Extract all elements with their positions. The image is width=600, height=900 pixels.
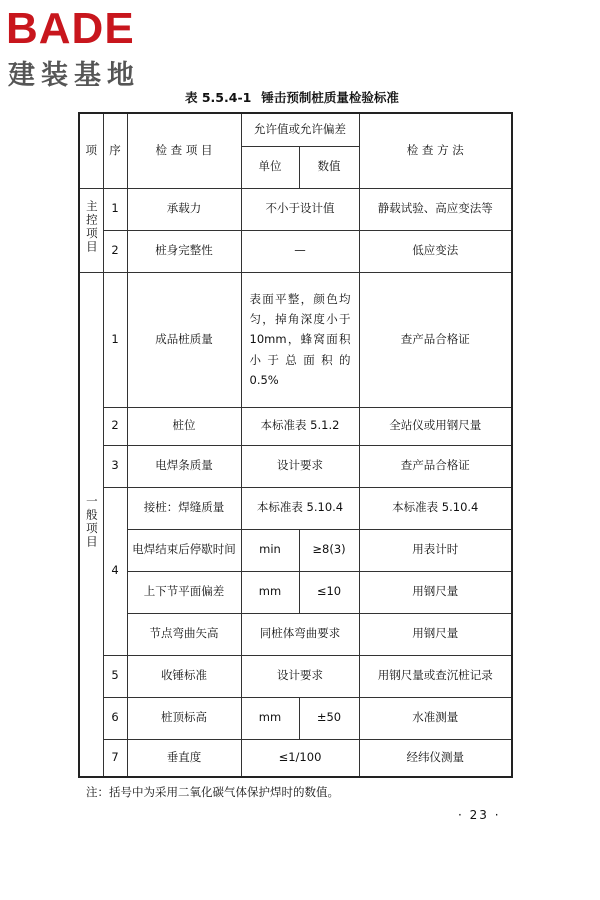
table-row — [79, 188, 512, 230]
group-main-label: 主控项目 — [84, 200, 99, 255]
logo-wordmark: BADE — [6, 4, 135, 53]
row-seq: 3 — [103, 445, 127, 487]
row-method: 查产品合格证 — [359, 445, 512, 487]
row-method: 全站仪或用钢尺量 — [359, 407, 512, 445]
row-allowed: 本标准表 5.1.2 — [241, 407, 359, 445]
header-allowed: 允许值或允许偏差 — [241, 113, 359, 146]
row-item: 收锤标准 — [127, 655, 241, 697]
group-general — [79, 272, 103, 777]
row-method: 用钢尺量 — [359, 571, 512, 613]
row-item: 承载力 — [127, 188, 241, 230]
row-unit: mm — [241, 697, 299, 739]
row-seq: 2 — [103, 407, 127, 445]
table-row — [79, 739, 512, 777]
row-seq: 1 — [103, 188, 127, 230]
row-value: ≤10 — [299, 571, 359, 613]
row-seq: 7 — [103, 739, 127, 777]
row-method: 用钢尺量或查沉桩记录 — [359, 655, 512, 697]
page-number: · 23 · — [458, 808, 501, 822]
row-seq: 5 — [103, 655, 127, 697]
table-row — [79, 613, 512, 655]
row-item: 桩顶标高 — [127, 697, 241, 739]
quality-inspection-table — [78, 112, 513, 778]
row-allowed: 设计要求 — [241, 655, 359, 697]
group-general-label: 一般项目 — [84, 494, 99, 549]
header-row — [79, 113, 512, 146]
row-seq: 1 — [103, 272, 127, 407]
table-row — [79, 272, 512, 407]
group-main — [79, 188, 103, 272]
row-seq: 6 — [103, 697, 127, 739]
row-item: 电焊条质量 — [127, 445, 241, 487]
table-row — [79, 445, 512, 487]
row-method: 用表计时 — [359, 529, 512, 571]
header-item: 项 — [79, 113, 103, 188]
row-allowed: 同桩体弯曲要求 — [241, 613, 359, 655]
table-row — [79, 230, 512, 272]
row-unit: min — [241, 529, 299, 571]
row-method: 水准测量 — [359, 697, 512, 739]
logo-subtitle: 建装基地 — [8, 60, 140, 91]
row-allowed: 本标准表 5.10.4 — [241, 487, 359, 529]
row-allowed: 设计要求 — [241, 445, 359, 487]
header-seq: 序 — [103, 113, 127, 188]
header-unit: 单位 — [241, 146, 299, 188]
table-row — [79, 407, 512, 445]
row-value: ±50 — [299, 697, 359, 739]
row-method: 查产品合格证 — [359, 272, 512, 407]
header-method: 检 查 方 法 — [359, 113, 512, 188]
table-row — [79, 655, 512, 697]
row-unit: mm — [241, 571, 299, 613]
row-allowed: — — [241, 230, 359, 272]
row-allowed: 不小于设计值 — [241, 188, 359, 230]
row-item: 电焊结束后停歇时间 — [127, 529, 241, 571]
row-seq: 2 — [103, 230, 127, 272]
row-item: 上下节平面偏差 — [127, 571, 241, 613]
table-title: 锤击预制桩质量检验标准 — [261, 90, 399, 105]
row-method: 经纬仪测量 — [359, 739, 512, 777]
header-check-item: 检 查 项 目 — [127, 113, 241, 188]
row-allowed: ≤1/100 — [241, 739, 359, 777]
row-value: ≥8(3) — [299, 529, 359, 571]
header-value: 数值 — [299, 146, 359, 188]
row-item: 节点弯曲矢高 — [127, 613, 241, 655]
row-method: 用钢尺量 — [359, 613, 512, 655]
row-item: 垂直度 — [127, 739, 241, 777]
row-item: 桩位 — [127, 407, 241, 445]
row-method: 本标准表 5.10.4 — [359, 487, 512, 529]
row-method: 低应变法 — [359, 230, 512, 272]
row-allowed: 表面平整，颜色均匀，掉角深度小于10mm，蜂窝面积小于总面积的 0.5% — [241, 272, 359, 407]
row-method: 静载试验、高应变法等 — [359, 188, 512, 230]
table-caption — [185, 88, 445, 106]
bade-logo — [6, 4, 186, 96]
table-row — [79, 487, 512, 529]
table-row — [79, 571, 512, 613]
row-item: 桩身完整性 — [127, 230, 241, 272]
table-number: 表 5.5.4-1 — [185, 90, 252, 105]
table-row — [79, 529, 512, 571]
row-item: 接桩：焊缝质量 — [127, 487, 241, 529]
table-footnote: 注：括号中为采用二氧化碳气体保护焊时的数值。 — [86, 785, 339, 799]
row-item: 成品桩质量 — [127, 272, 241, 407]
row-seq: 4 — [103, 487, 127, 655]
table-row — [79, 697, 512, 739]
